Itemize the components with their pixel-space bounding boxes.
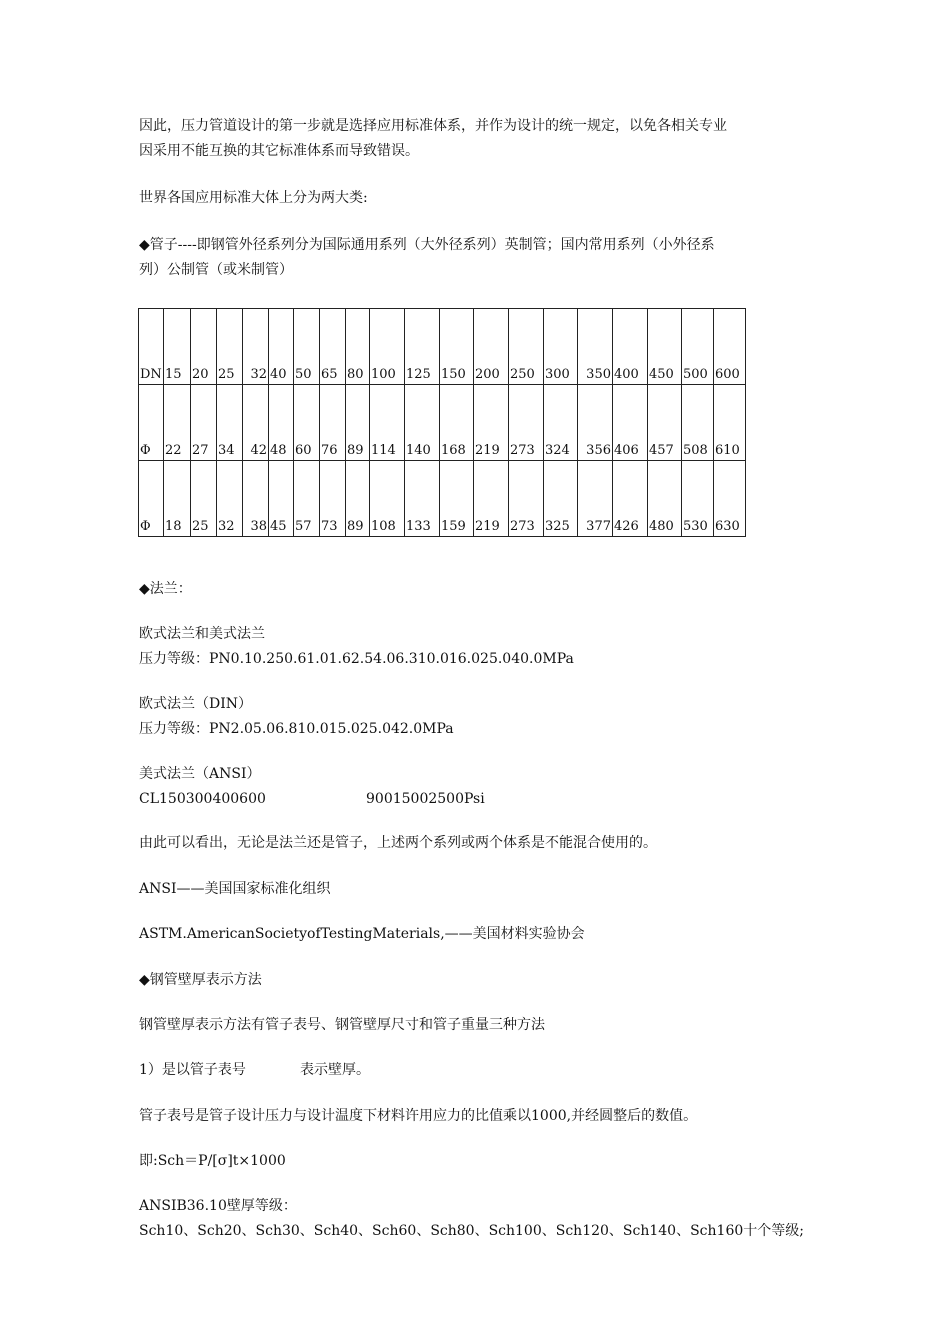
table-row bbox=[139, 309, 746, 385]
table-cell: 457 bbox=[648, 385, 682, 461]
paragraph-method-1-label: 1）是以管子表号 bbox=[139, 1062, 246, 1078]
paragraph-pipe-line-2: 列）公制管（或米制管） bbox=[139, 262, 293, 278]
table-cell: 25 bbox=[217, 309, 243, 385]
paragraph-cl-classes: CL150300400600 bbox=[139, 791, 266, 807]
table-cell: 32 bbox=[243, 309, 269, 385]
table-cell: 133 bbox=[405, 461, 440, 537]
table-cell: 300 bbox=[544, 309, 578, 385]
table-cell: 27 bbox=[191, 385, 217, 461]
table-cell: 219 bbox=[474, 385, 509, 461]
table-cell: 80 bbox=[346, 309, 370, 385]
table-cell: 40 bbox=[269, 309, 294, 385]
wall-thickness-heading: ◆钢管壁厚表示方法 bbox=[139, 972, 262, 988]
table-cell: 42 bbox=[243, 385, 269, 461]
table-cell: 38 bbox=[243, 461, 269, 537]
table-cell: 273 bbox=[509, 385, 544, 461]
table-cell: 600 bbox=[714, 309, 746, 385]
paragraph-ansi-definition: ANSI——美国国家标准化组织 bbox=[139, 881, 331, 897]
paragraph-pressure-class-2: 压力等级：PN2.05.06.810.015.025.042.0MPa bbox=[139, 721, 454, 737]
table-cell: 406 bbox=[613, 385, 648, 461]
paragraph-schedule-levels: Sch10、Sch20、Sch30、Sch40、Sch60、Sch80、Sch100、Sch120、Sch140、Sch160十个等级; bbox=[139, 1223, 804, 1239]
table-cell: 168 bbox=[440, 385, 474, 461]
table-cell: 125 bbox=[405, 309, 440, 385]
table-cell: 15 bbox=[164, 309, 191, 385]
table-cell: 325 bbox=[544, 461, 578, 537]
paragraph-pressure-class-1: 压力等级：PN0.10.250.61.01.62.54.06.310.016.025.040.0MPa bbox=[139, 651, 574, 667]
paragraph-astm-definition: ASTM.AmericanSocietyofTestingMaterials,——美国材料实验协会 bbox=[139, 926, 585, 942]
table-cell: 34 bbox=[217, 385, 243, 461]
table-cell: 65 bbox=[320, 309, 346, 385]
paragraph-intro-line-1: 因此，压力管道设计的第一步就是选择应用标准体系，并作为设计的统一规定，以免各相关专业 bbox=[139, 118, 727, 134]
table-cell: 18 bbox=[164, 461, 191, 537]
paragraph-world-standards: 世界各国应用标准大体上分为两大类: bbox=[139, 190, 368, 206]
table-cell: 159 bbox=[440, 461, 474, 537]
table-cell: 273 bbox=[509, 461, 544, 537]
table-cell: 200 bbox=[474, 309, 509, 385]
table-row bbox=[139, 385, 746, 461]
paragraph-formula: 即:Sch＝P/[σ]t×1000 bbox=[139, 1153, 286, 1169]
table-cell: 377 bbox=[578, 461, 613, 537]
table-cell: 100 bbox=[370, 309, 405, 385]
table-cell: 140 bbox=[405, 385, 440, 461]
table-cell: 114 bbox=[370, 385, 405, 461]
table-cell: 32 bbox=[217, 461, 243, 537]
table-cell: 500 bbox=[682, 309, 714, 385]
paragraph-cl-psi: 90015002500Psi bbox=[366, 791, 485, 807]
table-cell: 350 bbox=[578, 309, 613, 385]
table-cell: 530 bbox=[682, 461, 714, 537]
table-cell: 630 bbox=[714, 461, 746, 537]
paragraph-ansi-flange: 美式法兰（ANSI） bbox=[139, 766, 261, 782]
paragraph-pipe-line-1: ◆管子----即钢管外径系列分为国际通用系列（大外径系列）英制管；国内常用系列（小外径系 bbox=[139, 237, 715, 253]
table-cell: 25 bbox=[191, 461, 217, 537]
paragraph-intro-line-2: 因采用不能互换的其它标准体系而导致错误。 bbox=[139, 143, 419, 159]
paragraph-din-flange: 欧式法兰（DIN） bbox=[139, 696, 253, 712]
table-cell: 219 bbox=[474, 461, 509, 537]
table-cell: 610 bbox=[714, 385, 746, 461]
paragraph-wall-methods: 钢管壁厚表示方法有管子表号、钢管壁厚尺寸和管子重量三种方法 bbox=[139, 1017, 545, 1033]
table-row-header: DN bbox=[139, 309, 164, 385]
table-cell: 20 bbox=[191, 309, 217, 385]
table-cell: 150 bbox=[440, 309, 474, 385]
paragraph-schedule-definition: 管子表号是管子设计压力与设计温度下材料许用应力的比值乘以1000,并经圆整后的数值。 bbox=[139, 1108, 698, 1124]
table-cell: 89 bbox=[346, 461, 370, 537]
pipe-size-table bbox=[138, 308, 746, 537]
paragraph-euro-us-flange: 欧式法兰和美式法兰 bbox=[139, 626, 265, 642]
table-row bbox=[139, 461, 746, 537]
table-cell: 45 bbox=[269, 461, 294, 537]
table-cell: 76 bbox=[320, 385, 346, 461]
paragraph-method-1-text: 表示壁厚。 bbox=[300, 1062, 370, 1078]
table-cell: 426 bbox=[613, 461, 648, 537]
table-row-header: Φ bbox=[139, 385, 164, 461]
table-cell: 356 bbox=[578, 385, 613, 461]
paragraph-conclusion: 由此可以看出，无论是法兰还是管子，上述两个系列或两个体系是不能混合使用的。 bbox=[139, 835, 657, 851]
flange-heading: ◆法兰： bbox=[139, 581, 192, 597]
table-cell: 108 bbox=[370, 461, 405, 537]
table-cell: 89 bbox=[346, 385, 370, 461]
table-cell: 400 bbox=[613, 309, 648, 385]
table-row-header: Φ bbox=[139, 461, 164, 537]
table-cell: 57 bbox=[294, 461, 320, 537]
table-cell: 60 bbox=[294, 385, 320, 461]
table-cell: 508 bbox=[682, 385, 714, 461]
table-cell: 50 bbox=[294, 309, 320, 385]
table-cell: 450 bbox=[648, 309, 682, 385]
table-cell: 480 bbox=[648, 461, 682, 537]
paragraph-ansi-b36: ANSIB36.10壁厚等级： bbox=[139, 1198, 297, 1214]
table-cell: 250 bbox=[509, 309, 544, 385]
table-cell: 73 bbox=[320, 461, 346, 537]
table-cell: 22 bbox=[164, 385, 191, 461]
table-cell: 48 bbox=[269, 385, 294, 461]
table-cell: 324 bbox=[544, 385, 578, 461]
